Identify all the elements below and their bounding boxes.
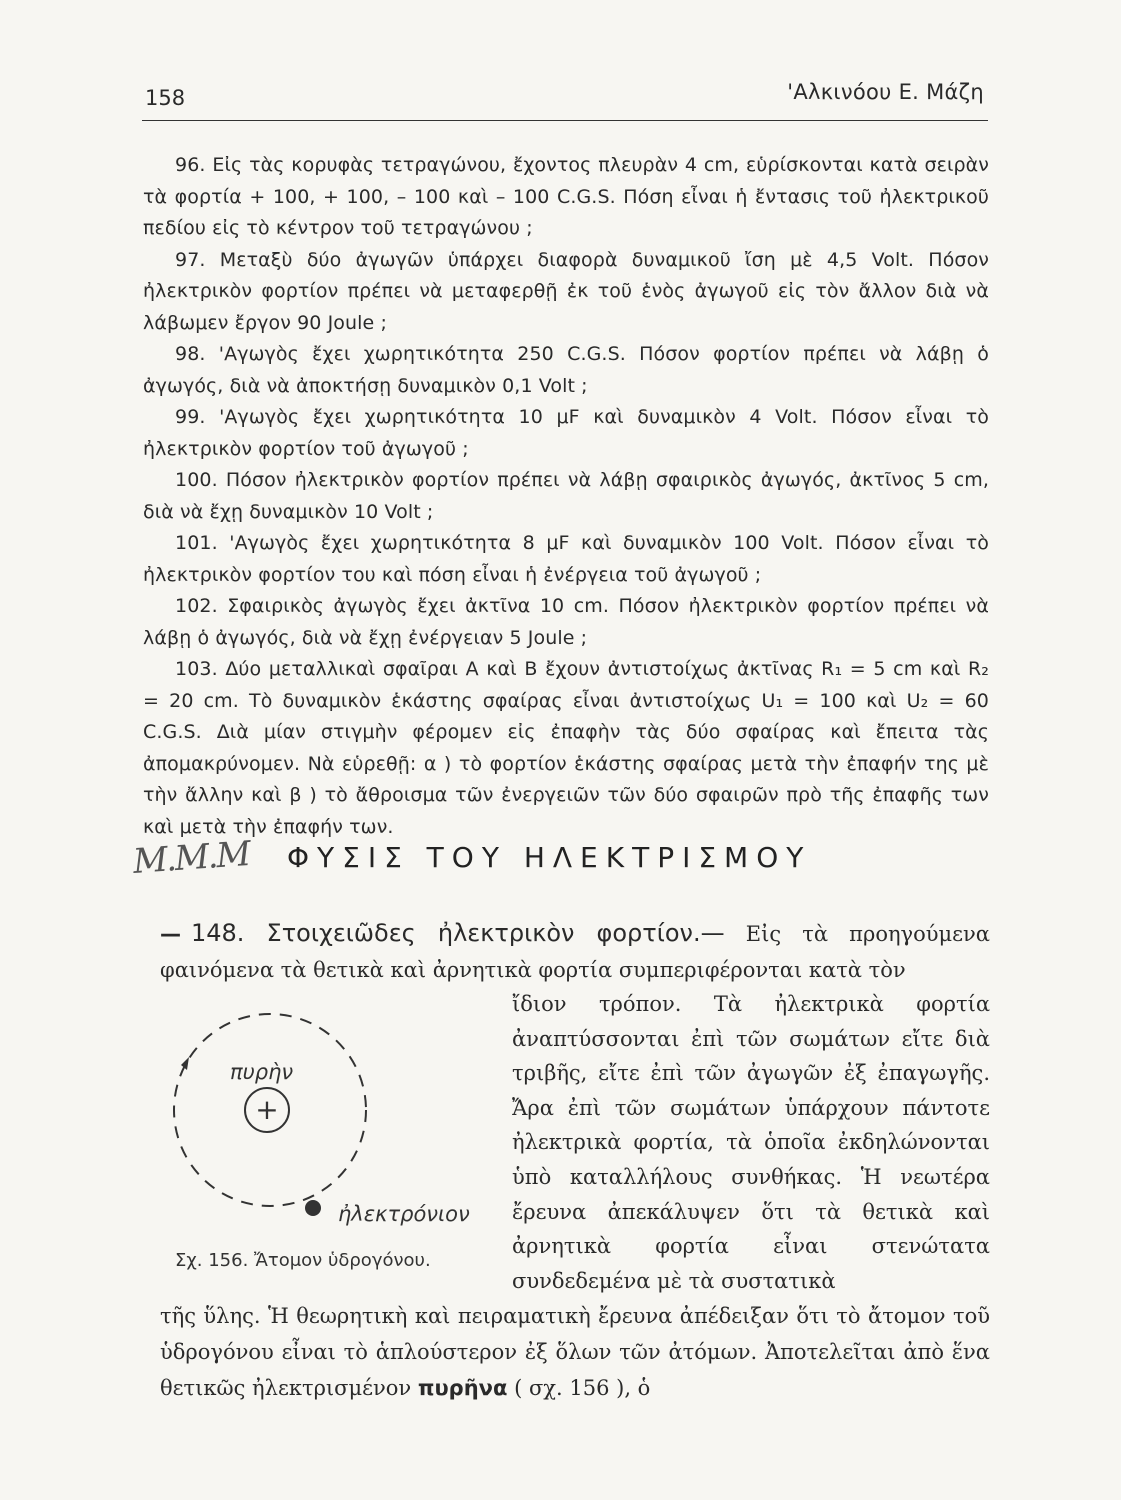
problem-96 [143, 150, 989, 245]
section-148-bottom-text [160, 1298, 990, 1406]
problem-number: 97. [175, 248, 206, 271]
margin-dash: — [160, 922, 181, 946]
bold-term: πυρῆνα [417, 1376, 508, 1400]
bottom-text: τῆς ὕλης. Ἡ θεωρητικὴ καὶ πειραματικὴ ἔρευνα ἀπέδειξαν ὅτι τὸ ἄτομον τοῦ ὑδρογόνου εἶναι τὸ ἁπλούστερον ἐξ ὅλων τῶν ἀτόμων. Ἀποτελεῖται ἀπὸ ἕνα θετικῶς ἠλεκτρισμένον [160, 1304, 990, 1400]
problem-97 [143, 245, 989, 340]
problem-text: 'Αγωγὸς ἔχει χωρητικότητα 8 μF καὶ δυναμικὸν 100 Volt. Πόσον εἶναι τὸ ἠλεκτρικὸν φορτίον του καὶ πόση εἶναι ἡ ἐνέργεια τοῦ ἀγωγοῦ ; [143, 532, 989, 586]
header-rule [142, 120, 988, 121]
problem-number: 96. [175, 154, 206, 176]
problem-number: 100. [175, 469, 218, 491]
page-number: 158 [145, 86, 186, 110]
electron-label: ἠλεκτρόνιον [338, 1202, 470, 1226]
problem-text: Εἰς τὰς κορυφὰς τετραγώνου, ἔχοντος πλευρὰν 4 cm, εὑρίσκονται κατὰ σειρὰν τὰ φορτία + 100, + 100, – 100 καὶ – 100 C.G.S. Πόση εἶναι ἡ ἔντασις τοῦ ἠλεκτρικοῦ πεδίου εἰς τὸ κέντρον τοῦ τετραγώνου ; [143, 154, 989, 239]
problem-100 [143, 465, 989, 528]
problem-102 [143, 591, 989, 654]
problem-text: Δύο μεταλλικαὶ σφαῖραι Α καὶ Β ἔχουν ἀντιστοίχως ἀκτῖνας R₁ = 5 cm καὶ R₂ = 20 cm. Τὸ δυναμικὸν ἑκάστης σφαίρας εἶναι ἀντιστοίχως U₁ = 100 καὶ U₂ = 60 C.G.S. Διὰ μίαν στιγμὴν φέρομεν εἰς ἐπαφὴν τὰς δύο σφαίρας καὶ ἔπειτα τὰς ἀπομακρύνομεν. Νὰ εὑρεθῇ: α ) τὸ φορτίον ἑκάστης σφαίρας μετὰ τὴν ἐπαφήν της μὲ τὴν ἄλλην καὶ β ) τὸ ἄθροισμα τῶν ἐνεργειῶν τῶν δύο σφαιρῶν πρὸ τῆς ἐπαφῆς των καὶ μετὰ τὴν ἐπαφήν των. [143, 658, 990, 838]
problem-101 [143, 528, 989, 591]
problem-number: 101. [175, 532, 218, 554]
orbit-arrow-icon [181, 1057, 189, 1070]
electron-dot [305, 1200, 321, 1216]
problem-number: 103. [175, 658, 218, 680]
problem-text: 'Αγωγὸς ἔχει χωρητικότητα 10 μF καὶ δυναμικὸν 4 Volt. Πόσον εἶναι τὸ ἠλεκτρικὸν φορτίον τοῦ ἀγωγοῦ ; [143, 406, 989, 460]
problem-text: Μεταξὺ δύο ἀγωγῶν ὑπάρχει διαφορὰ δυναμικοῦ ἴση μὲ 4,5 Volt. Πόσον ἠλεκτρικὸν φορτίον πρέπει νὰ μεταφερθῇ ἐκ τοῦ ἑνὸς ἀγωγοῦ εἰς τὸν ἄλλον διὰ νὰ λάβωμεν ἔργον 90 Joule ; [143, 248, 990, 334]
problem-text: Σφαιρικὸς ἀγωγὸς ἔχει ἀκτῖνα 10 cm. Πόσον ἠλεκτρικὸν φορτίον πρέπει νὰ λάβῃ ὁ ἀγωγός, διὰ νὰ ἔχῃ ἐνέργειαν 5 Joule ; [143, 595, 989, 649]
hydrogen-atom-figure [160, 1010, 505, 1295]
section-148-first-lines: Εἰς τὰ προηγούμενα φαινόμενα τὰ θετικὰ καὶ ἀρνητικὰ φορτία συμπεριφέρονται κατὰ τὸν [160, 922, 990, 982]
problem-103 [143, 654, 989, 843]
problem-list [143, 150, 989, 843]
problem-98 [143, 339, 989, 402]
margin-handwriting: Μ.Μ.Μ [131, 834, 251, 882]
running-head: 'Αλκινόου Ε. Μάζη [787, 80, 984, 104]
problem-number: 102. [175, 595, 218, 617]
problem-text: 'Αγωγὸς ἔχει χωρητικότητα 250 C.G.S. Πόσον φορτίον πρέπει νὰ λάβῃ ὁ ἀγωγός, διὰ νὰ ἀποκτήσῃ δυναμικὸν 0,1 Volt ; [143, 343, 989, 397]
section-148-intro [160, 915, 990, 988]
problem-number: 98. [175, 343, 206, 365]
nucleus-sign: + [255, 1093, 279, 1126]
bottom-end: ( σχ. 156 ), ὁ [514, 1376, 651, 1400]
section-title: ΦΥΣΙΣ ΤΟΥ ΗΛΕΚΤΡΙΣΜΟΥ [287, 841, 812, 874]
figure-caption: Σχ. 156. Ἄτομον ὑδρογόνου. [175, 1250, 431, 1271]
nucleus-label: πυρὴν [230, 1060, 294, 1084]
section-148-side-text: ἴδιον τρόπον. Τὰ ἠλεκτρικὰ φορτία ἀναπτύσσονται ἐπὶ τῶν σωμάτων εἴτε διὰ τριβῆς, εἴτε ἐπὶ τῶν ἀγωγῶν ἐξ ἐπαγωγῆς. Ἄρα ἐπὶ τῶν σωμάτων ὑπάρχουν πάντοτε ἠλεκτρικὰ φορτία, τὰ ὁποῖα ἐκδηλώνονται ὑπὸ καταλλήλους συνθήκας. Ἡ νεωτέρα ἔρευνα ἀπεκάλυψεν ὅτι τὰ θετικὰ καὶ ἀρνητικὰ φορτία εἶναι στενώτατα συνδεδεμένα μὲ τὰ συστατικὰ [512, 992, 990, 1293]
problem-number: 99. [175, 406, 206, 428]
problem-99 [143, 402, 989, 465]
problem-text: Πόσον ἠλεκτρικὸν φορτίον πρέπει νὰ λάβῃ σφαιρικὸς ἀγωγός, ἀκτῖνος 5 cm, διὰ νὰ ἔχῃ δυναμικὸν 10 Volt ; [143, 469, 990, 523]
section-148-title: 148. Στοιχειῶδες ἠλεκτρικὸν φορτίον.— [191, 919, 725, 947]
